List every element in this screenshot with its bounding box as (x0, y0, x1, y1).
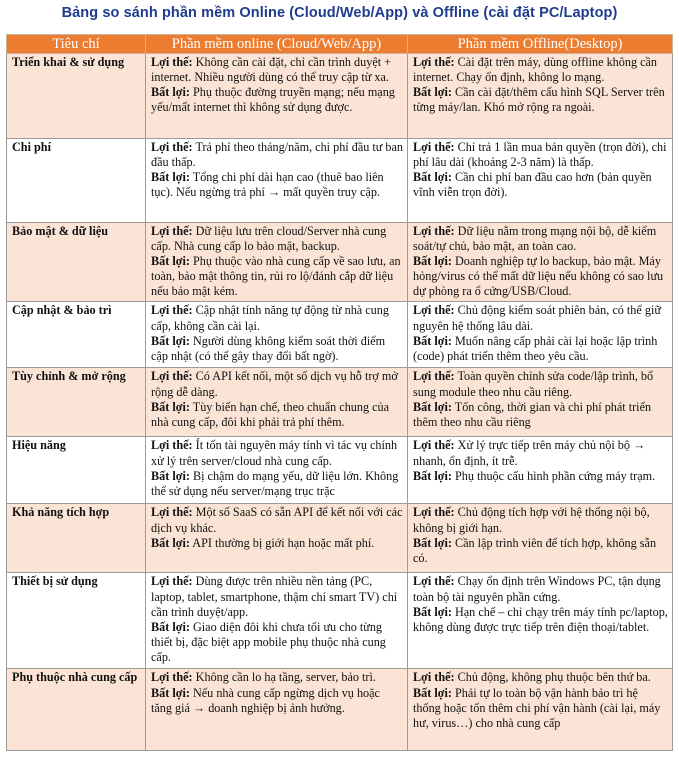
offline-cell (408, 54, 673, 139)
online-advantage (151, 303, 403, 333)
point-text: Bị chậm do mạng yếu, dữ liệu lớn. Không thể sử dụng nếu server/mạng trục trặc (151, 468, 399, 498)
offline-disadvantage (413, 170, 668, 200)
offline-cell (408, 573, 673, 669)
disadvantage-label: Bất lợi: (151, 85, 190, 100)
disadvantage-label: Bất lợi: (151, 399, 190, 414)
point-text: Cài đặt trên máy, dùng offline không cần internet. Chạy ổn định, không lo mạng. (413, 55, 658, 85)
header-online: Phần mềm online (Cloud/Web/App) (146, 35, 408, 54)
online-advantage (151, 505, 403, 535)
online-cell (146, 368, 408, 437)
disadvantage-label: Bất lợi: (151, 468, 190, 483)
advantage-label: Lợi thế: (151, 303, 193, 318)
point-text: Tùy biến hạn chế, theo chuẩn chung của nhà cung cấp, đôi khi phải trả phí thêm. (151, 399, 390, 429)
online-advantage (151, 670, 403, 685)
online-cell (146, 54, 408, 139)
disadvantage-label: Bất lợi: (413, 399, 452, 414)
advantage-label: Lợi thế: (151, 505, 193, 520)
advantage-label: Lợi thế: (413, 438, 455, 453)
online-disadvantage (151, 85, 403, 115)
advantage-label: Lợi thế: (413, 369, 455, 384)
disadvantage-label: Bất lợi: (151, 170, 190, 185)
point-text: Doanh nghiệp tự lo backup, bảo mật. Máy hỏng/virus có thể mất dữ liệu nếu không có sao lưu dự phòng ra ổ cứng/USB/Cloud. (413, 254, 664, 299)
point-text: Muốn nâng cấp phải cài lại hoặc lập trình (code) phát triển thêm theo yêu cầu. (413, 333, 658, 363)
point-text: Cần cài đặt/thêm cấu hình SQL Server trên từng máy/lan. Khó mở rộng ra ngoài. (413, 85, 665, 115)
offline-advantage (413, 438, 668, 468)
advantage-label: Lợi thế: (413, 303, 455, 318)
point-text: Không cần lo hạ tầng, server, bảo trì. (195, 670, 376, 685)
advantage-label: Lợi thế: (151, 574, 193, 589)
criterion-cell: Khả năng tích hợp (7, 504, 146, 573)
criterion-cell: Bảo mật & dữ liệu (7, 223, 146, 302)
point-text: Chủ động kiểm soát phiên bản, có thể giữ nguyên hệ thống lâu dài. (413, 303, 661, 333)
point-text: Nếu nhà cung cấp ngừng dịch vụ hoặc tăng giá → doanh nghiệp bị ảnh hưởng. (151, 685, 380, 715)
online-cell (146, 139, 408, 223)
disadvantage-label: Bất lợi: (151, 254, 190, 269)
offline-disadvantage (413, 254, 668, 299)
online-cell (146, 302, 408, 368)
point-text: Dữ liệu lưu trên cloud/Server nhà cung cấp. Nhà cung cấp lo bảo mật, backup. (151, 224, 387, 254)
offline-disadvantage (413, 400, 668, 430)
advantage-label: Lợi thế: (151, 438, 193, 453)
online-cell (146, 437, 408, 504)
point-text: Ít tốn tài nguyên máy tính vì tác vụ chính xử lý trên server/cloud nhà cung cấp. (151, 438, 398, 468)
point-text: Có API kết nối, một số dịch vụ hỗ trợ mở rộng dễ dàng. (151, 369, 398, 399)
table-row (7, 54, 673, 139)
point-text: Phụ thuộc cấu hình phần cứng máy trạm. (454, 468, 656, 483)
table-row (7, 302, 673, 368)
offline-advantage (413, 55, 668, 85)
point-text: Cần lập trình viên để tích hợp, không sẵn có. (413, 535, 657, 565)
advantage-label: Lợi thế: (151, 670, 193, 685)
table-header-row (7, 35, 673, 54)
table-row (7, 223, 673, 302)
point-text: Chỉ trả 1 lần mua bản quyền (trọn đời), chi phí lâu dài (khoảng 2-3 năm) là thấp. (413, 140, 667, 170)
criterion-cell: Thiết bị sử dụng (7, 573, 146, 669)
criterion-cell: Hiệu năng (7, 437, 146, 504)
online-disadvantage (151, 536, 403, 551)
point-text: Trả phí theo tháng/năm, chi phí đầu tư ban đầu thấp. (151, 140, 404, 170)
point-text: Một số SaaS có sẵn API để kết nối với các dịch vụ khác. (151, 505, 403, 535)
disadvantage-label: Bất lợi: (413, 254, 452, 269)
offline-advantage (413, 574, 668, 604)
offline-advantage (413, 505, 668, 535)
point-text: Phải tự lo toàn bộ vận hành bảo trì hệ thống hoặc tốn thêm chi phí vận hành (cài lại, máy hư, virus…) cho nhà cung cấp (413, 685, 661, 730)
point-text: Phụ thuộc đường truyền mạng; nếu mạng yếu/mất internet thì không sử dụng được. (151, 85, 395, 115)
criterion-cell: Triển khai & sử dụng (7, 54, 146, 139)
header-criterion: Tiêu chí (7, 35, 146, 54)
point-text: Không cần cài đặt, chỉ cần trình duyệt + internet. Nhiều người dùng có thể truy cập từ xa. (151, 55, 392, 85)
offline-disadvantage (413, 686, 668, 731)
advantage-label: Lợi thế: (413, 670, 455, 685)
header-offline: Phần mềm Offline(Desktop) (408, 35, 673, 54)
offline-cell (408, 302, 673, 368)
online-advantage (151, 438, 403, 468)
point-text: Hạn chế – chỉ chạy trên máy tính pc/laptop, không dùng được trực tiếp trên điện thoại/tablet. (413, 604, 668, 634)
page-title: Bảng so sánh phần mềm Online (Cloud/Web/App) và Offline (cài đặt PC/Laptop) (61, 5, 618, 21)
offline-disadvantage (413, 85, 668, 115)
table-row (7, 504, 673, 573)
disadvantage-label: Bất lợi: (151, 535, 190, 550)
disadvantage-label: Bất lợi: (413, 85, 452, 100)
comparison-table (6, 34, 673, 751)
advantage-label: Lợi thế: (413, 505, 455, 520)
online-advantage (151, 224, 403, 254)
point-text: Cần chi phí ban đầu cao hơn (bản quyền vĩnh viễn trọn đời). (413, 170, 652, 200)
advantage-label: Lợi thế: (413, 140, 455, 154)
online-disadvantage (151, 254, 403, 299)
online-cell (146, 669, 408, 751)
online-disadvantage (151, 170, 403, 200)
offline-disadvantage (413, 334, 668, 364)
disadvantage-label: Bất lợi: (413, 685, 452, 700)
disadvantage-label: Bất lợi: (151, 685, 190, 700)
online-disadvantage (151, 469, 403, 499)
disadvantage-label: Bất lợi: (151, 333, 190, 348)
offline-cell (408, 669, 673, 751)
offline-cell (408, 139, 673, 223)
advantage-label: Lợi thế: (151, 224, 193, 238)
advantage-label: Lợi thế: (151, 140, 193, 154)
offline-advantage (413, 369, 668, 399)
point-text: Chủ động, không phụ thuộc bên thứ ba. (457, 670, 651, 685)
online-advantage (151, 574, 403, 619)
point-text: Giao diện đôi khi chưa tối ưu cho từng thiết bị, đặc biệt app mobile phụ thuộc nhà cung cấp. (151, 619, 386, 664)
disadvantage-label: Bất lợi: (151, 619, 190, 634)
disadvantage-label: Bất lợi: (413, 535, 452, 550)
online-disadvantage (151, 686, 403, 716)
table-row (7, 368, 673, 437)
disadvantage-label: Bất lợi: (413, 333, 452, 348)
offline-disadvantage (413, 536, 668, 566)
point-text: Chạy ổn định trên Windows PC, tận dụng toàn bộ tài nguyên phần cứng. (413, 574, 661, 604)
disadvantage-label: Bất lợi: (413, 468, 452, 483)
online-cell (146, 573, 408, 669)
table-row (7, 139, 673, 223)
table-row (7, 669, 673, 751)
point-text: Dữ liệu nằm trong mạng nội bộ, dễ kiểm soát/tự chủ, bảo mật, an toàn cao. (413, 224, 657, 254)
point-text: Toàn quyền chỉnh sửa code/lập trình, bổ sung module theo nhu cầu riêng. (413, 369, 654, 399)
online-disadvantage (151, 334, 403, 364)
criterion-cell: Tùy chỉnh & mở rộng (7, 368, 146, 437)
point-text: Cập nhật tính năng tự động từ nhà cung cấp, không cần cài lại. (151, 303, 389, 333)
online-cell (146, 504, 408, 573)
criterion-cell: Phụ thuộc nhà cung cấp (7, 669, 146, 751)
disadvantage-label: Bất lợi: (413, 604, 452, 619)
point-text: Người dùng không kiểm soát thời điểm cập nhật (có thể gây thay đổi bất ngờ). (151, 333, 386, 363)
offline-cell (408, 223, 673, 302)
advantage-label: Lợi thế: (413, 224, 455, 238)
criterion-cell: Cập nhật & bảo trì (7, 302, 146, 368)
point-text: API thường bị giới hạn hoặc mất phí. (192, 535, 375, 550)
advantage-label: Lợi thế: (151, 369, 193, 384)
point-text: Xử lý trực tiếp trên máy chủ nội bộ → nhanh, ổn định, ít trễ. (413, 438, 646, 468)
online-cell (146, 223, 408, 302)
point-text: Phụ thuộc vào nhà cung cấp về sao lưu, an toàn, bảo mật thông tin, rủi ro lộ/đánh cắp dữ liệu nếu bảo mật kém. (151, 254, 401, 299)
offline-disadvantage (413, 469, 668, 484)
offline-cell (408, 368, 673, 437)
table-row (7, 573, 673, 669)
offline-advantage (413, 140, 668, 170)
offline-advantage (413, 224, 668, 254)
point-text: Tổng chi phí dài hạn cao (thuê bao liên tục). Nếu ngừng trả phí → mất quyền truy cập. (151, 170, 384, 200)
online-disadvantage (151, 400, 403, 430)
online-advantage (151, 55, 403, 85)
offline-cell (408, 504, 673, 573)
advantage-label: Lợi thế: (151, 55, 193, 69)
online-advantage (151, 369, 403, 399)
disadvantage-label: Bất lợi: (413, 170, 452, 185)
criterion-cell: Chi phí (7, 139, 146, 223)
table-row (7, 437, 673, 504)
online-disadvantage (151, 620, 403, 665)
offline-cell (408, 437, 673, 504)
offline-advantage (413, 303, 668, 333)
advantage-label: Lợi thế: (413, 55, 455, 69)
point-text: Dùng được trên nhiều nền tảng (PC, laptop, tablet, smartphone, thậm chí smart TV) chỉ cần trình duyệt/app. (151, 574, 398, 619)
offline-disadvantage (413, 605, 668, 635)
point-text: Chủ động tích hợp với hệ thống nội bộ, không bị giới hạn. (413, 505, 650, 535)
offline-advantage (413, 670, 668, 685)
point-text: Tốn công, thời gian và chi phí phát triển thêm theo nhu cầu riêng (413, 399, 652, 429)
advantage-label: Lợi thế: (413, 574, 455, 589)
online-advantage (151, 140, 403, 170)
